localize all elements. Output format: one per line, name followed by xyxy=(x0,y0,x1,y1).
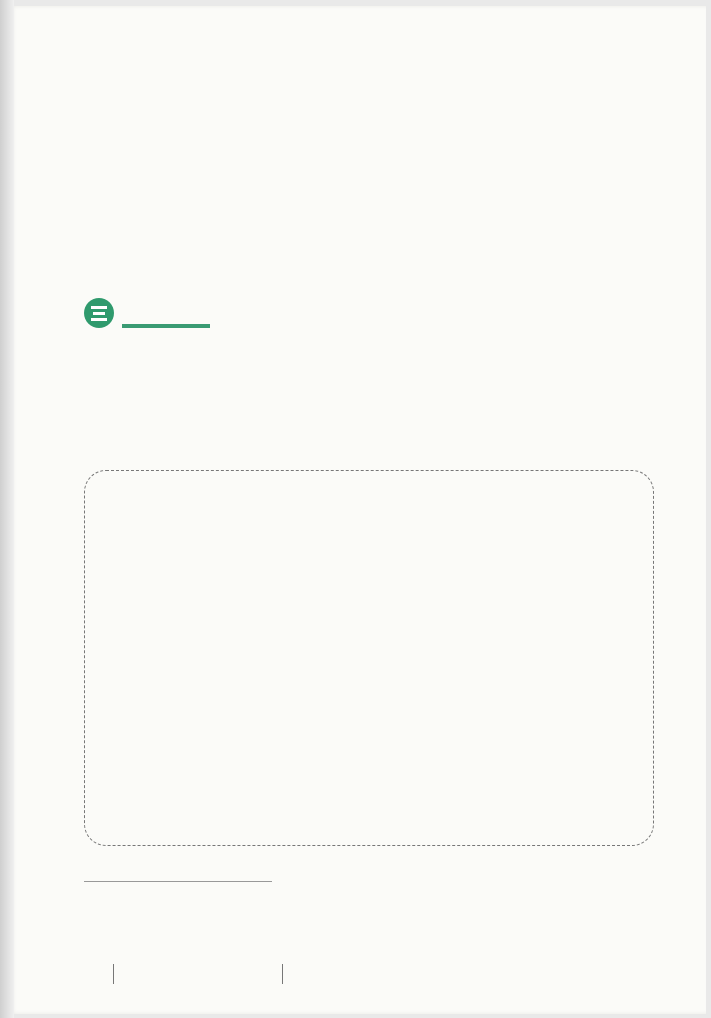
section-number-badge xyxy=(84,298,114,328)
footer-divider xyxy=(113,964,114,984)
section-header xyxy=(84,295,214,335)
section-underline xyxy=(122,324,210,328)
footnote-divider xyxy=(84,881,272,882)
footer-divider xyxy=(282,964,283,984)
page-binding-shadow xyxy=(0,0,14,1018)
grammar-box xyxy=(84,470,654,846)
